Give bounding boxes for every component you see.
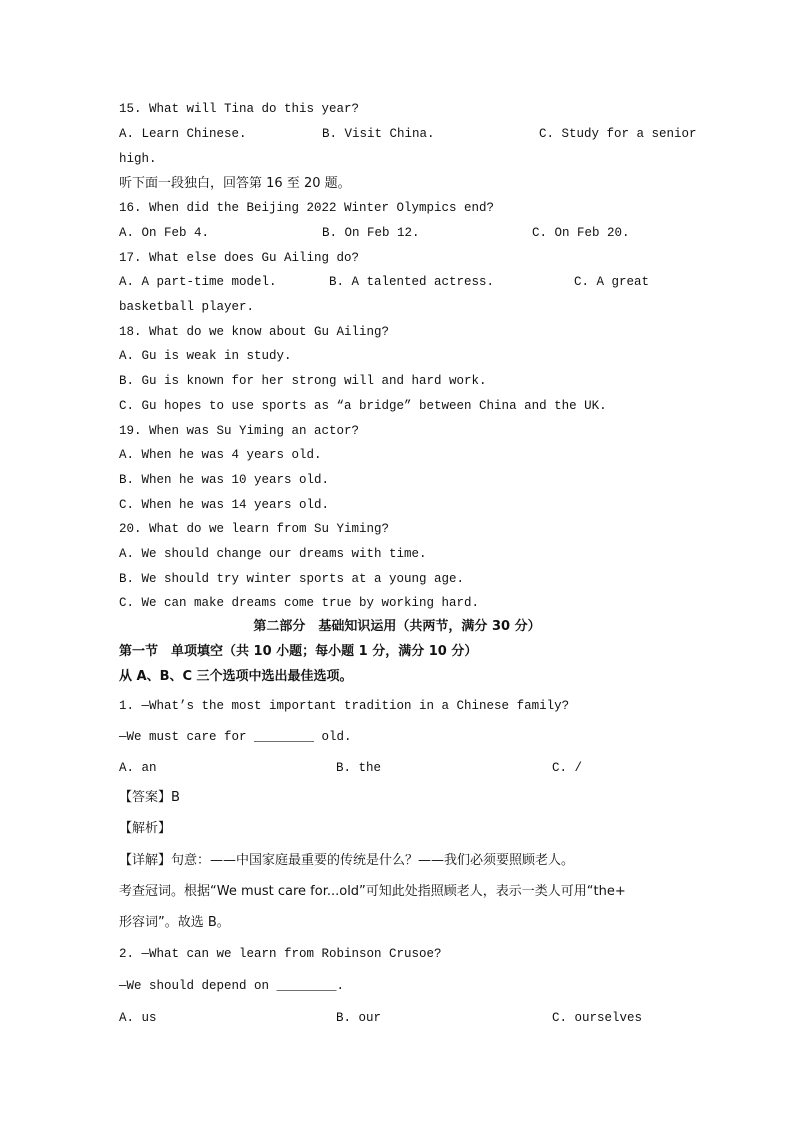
option-20a: A. We should change our dreams with time.	[119, 547, 427, 561]
item2-option-c: C. ourselves	[552, 1011, 643, 1025]
question-20: 20. What do we learn from Su Yiming?	[119, 522, 390, 536]
item1-explain-line1: 考查冠词。根据“We must care for...old”可知此处指照顾老人，表示一类人可用“the+	[119, 884, 626, 899]
option-15c-cont: high.	[119, 152, 157, 166]
item1-detail: 【详解】句意：——中国家庭最重要的传统是什么？——我们必须要照顾老人。	[119, 853, 575, 868]
option-15a: A. Learn Chinese.	[119, 127, 247, 141]
question-15: 15. What will Tina do this year?	[119, 102, 360, 116]
section1-heading: 第一节 单项填空（共 10 小题；每小题 1 分，满分 10 分）	[119, 644, 478, 659]
item1-response: —We must care for ________ old.	[119, 730, 352, 744]
item1-question: 1. —What’s the most important tradition in a Chinese family?	[119, 699, 570, 713]
item1-option-a: A. an	[119, 761, 157, 775]
option-16b: B. On Feb 12.	[322, 226, 420, 240]
item2-question: 2. —What can we learn from Robinson Crusoe?	[119, 947, 442, 961]
instruction-16-20: 听下面一段独白，回答第 16 至 20 题。	[119, 176, 351, 191]
option-20b: B. We should try winter sports at a young age.	[119, 572, 465, 586]
question-16: 16. When did the Beijing 2022 Winter Olympics end?	[119, 201, 495, 215]
option-19c: C. When he was 14 years old.	[119, 498, 330, 512]
question-19: 19. When was Su Yiming an actor?	[119, 424, 360, 438]
question-17: 17. What else does Gu Ailing do?	[119, 251, 360, 265]
item2-response: —We should depend on ________.	[119, 979, 345, 993]
option-18c: C. Gu hopes to use sports as “a bridge” between China and the UK.	[119, 399, 607, 413]
item2-option-b: B. our	[336, 1011, 382, 1025]
option-20c: C. We can make dreams come true by working hard.	[119, 596, 480, 610]
option-15c: C. Study for a senior	[539, 127, 697, 141]
option-17c: C. A great	[574, 275, 650, 289]
option-16c: C. On Feb 20.	[532, 226, 630, 240]
item1-analysis: 【解析】	[119, 821, 172, 836]
question-18: 18. What do we know about Gu Ailing?	[119, 325, 390, 339]
item1-answer: 【答案】B	[119, 790, 180, 805]
option-19b: B. When he was 10 years old.	[119, 473, 330, 487]
option-15b: B. Visit China.	[322, 127, 435, 141]
option-18b: B. Gu is known for her strong will and hard work.	[119, 374, 487, 388]
option-16a: A. On Feb 4.	[119, 226, 210, 240]
item2-option-a: A. us	[119, 1011, 157, 1025]
item1-option-c: C. /	[552, 761, 583, 775]
section1-instruction: 从 A、B、C 三个选项中选出最佳选项。	[119, 669, 353, 684]
option-19a: A. When he was 4 years old.	[119, 448, 322, 462]
option-18a: A. Gu is weak in study.	[119, 349, 292, 363]
item1-explain-line2: 形容词”。故选 B。	[119, 915, 230, 930]
option-17c-cont: basketball player.	[119, 300, 255, 314]
part2-heading: 第二部分 基础知识运用（共两节，满分 30 分）	[253, 619, 541, 634]
item1-option-b: B. the	[336, 761, 382, 775]
option-17a: A. A part-time model.	[119, 275, 277, 289]
option-17b: B. A talented actress.	[329, 275, 495, 289]
